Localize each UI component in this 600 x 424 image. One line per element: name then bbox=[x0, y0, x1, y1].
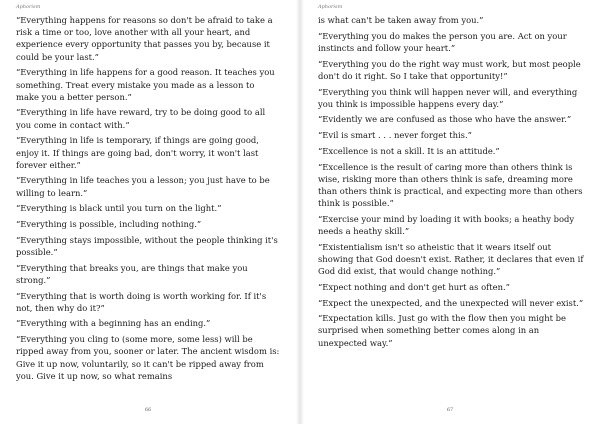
quote: “Everything you cling to (some more, some less) will be ripped away from you, sooner or later. The ancient wisdom is: Give it up now, voluntarily, so it can't be ripped away from you. Give it up now, so what remains bbox=[16, 334, 280, 381]
quote: “Everything you do makes the person you are. Act on your instincts and follow your heart.” bbox=[318, 30, 567, 53]
quote: “Everything in life have reward, try to be doing good to all you come in contact with.” bbox=[16, 107, 266, 130]
quote: “Everything is possible, including nothing.” bbox=[16, 219, 202, 230]
quote: “Expect the unexpected, and the unexpected will never exist.” bbox=[318, 297, 584, 308]
left-quotes bbox=[16, 14, 280, 385]
right-page bbox=[302, 0, 600, 424]
right-page-number: 67 bbox=[446, 407, 454, 413]
quote: “Everything in life is temporary, if things are going good, enjoy it. If things are going bad, don't worry, it won't last forever either.” bbox=[16, 135, 259, 170]
quote: “Everything happens for reasons so don't be afraid to take a risk a time or too, love another with all your heart, and experience every opportunity that passes you by, because it could be your last.” bbox=[16, 15, 273, 62]
quote: “Evidently we are confused as those who have the answer.” bbox=[318, 114, 572, 125]
quote: “Everything you think will happen never will, and everything you think is impossible happens every day.” bbox=[318, 86, 578, 109]
quote: “Expect nothing and don't get hurt as often.” bbox=[318, 281, 510, 292]
quote: “Everything you do the right way must work, but most people don't do it right. So I take that opportunity!” bbox=[318, 58, 581, 81]
quote: “Everything is black until you turn on the light.” bbox=[16, 203, 222, 214]
quote: “Evil is smart . . . never forget this.” bbox=[318, 130, 472, 141]
quote: “Everything in life teaches you a lesson; you just have to be willing to learn.” bbox=[16, 175, 270, 198]
quote: is what can't be taken away from you.” bbox=[318, 15, 484, 25]
quote: “Existentialism isn't so atheistic that it wears itself out showing that God doesn't exist. Rather, it declares that even if God did exist, that would change nothing.” bbox=[318, 241, 584, 277]
right-quotes bbox=[318, 14, 586, 352]
right-running-head: Aphorism bbox=[318, 4, 343, 10]
quote: “Everything with a beginning has an ending.” bbox=[16, 318, 211, 329]
quote: “Everything in life happens for a good reason. It teaches you something. Treat every mistake you made as a lesson to make you a better person.” bbox=[16, 67, 275, 102]
quote: “Everything stays impossible, without the people thinking it's possible.” bbox=[16, 234, 278, 257]
quote: “Everything that breaks you, are things that make you strong.” bbox=[16, 262, 248, 285]
quote: “Excellence is the result of caring more than others think is wise, risking more than others think is safe, dreaming more than others think is practical, and expecting more than others think is possible.” bbox=[318, 161, 583, 209]
left-page-number: 66 bbox=[144, 407, 152, 413]
quote: “Expectation kills. Just go with the flow then you might be surprised when something better comes along in an unexpected way.” bbox=[318, 313, 566, 348]
left-page bbox=[0, 0, 298, 424]
left-running-head: Aphorism bbox=[16, 4, 41, 10]
quote: “Excellence is not a skill. It is an attitude.” bbox=[318, 145, 500, 156]
quote: “Exercise your mind by loading it with books; a heathy body needs a heathy skill.” bbox=[318, 213, 575, 237]
quote: “Everything that is worth doing is worth working for. If it's not, then why do it?” bbox=[16, 290, 267, 313]
